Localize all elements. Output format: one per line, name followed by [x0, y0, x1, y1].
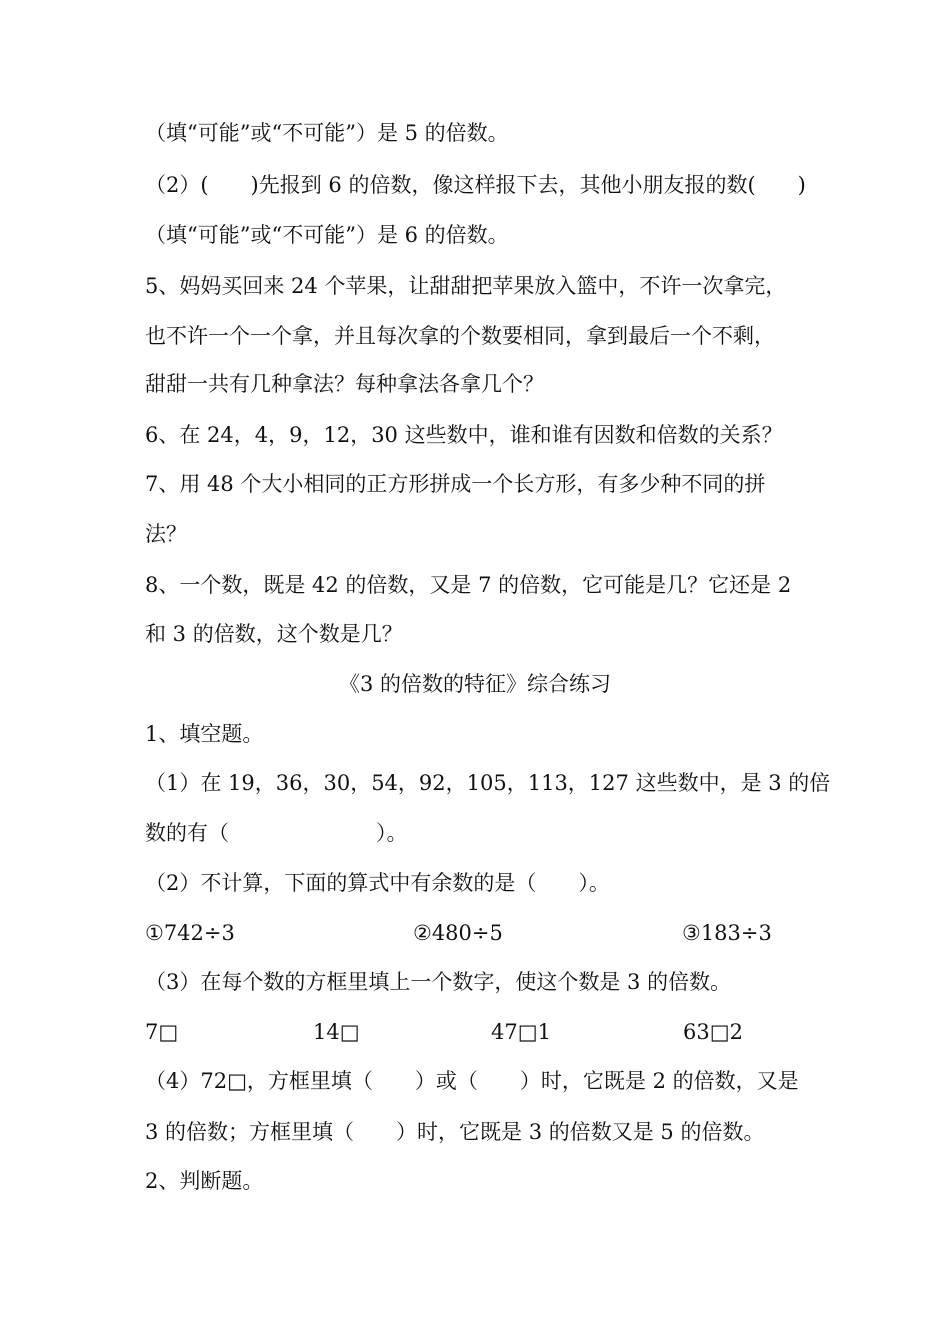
text-line: （4）72□，方框里填（ ）或（ ）时，它既是 2 的倍数，又是 — [145, 1069, 799, 1093]
option-2: ②480÷5 — [413, 921, 503, 945]
boxes-row — [0, 1017, 950, 1047]
text-line: 和 3 的倍数，这个数是几？ — [145, 622, 403, 646]
text-line: 法？ — [145, 522, 187, 546]
box-item: 14□ — [313, 1020, 360, 1044]
box-item: 47□1 — [491, 1020, 551, 1044]
question-8: 8、一个数，既是 42 的倍数，又是 7 的倍数，它可能是几？它还是 2 — [145, 573, 792, 597]
text-line: （2）不计算，下面的算式中有余数的是（ ）。 — [145, 871, 610, 895]
text-line: （3）在每个数的方框里填上一个数字，使这个数是 3 的倍数。 — [145, 970, 732, 994]
options-row — [0, 918, 950, 948]
section-title: 《3 的倍数的特征》综合练习 — [338, 672, 612, 696]
text-line: 3 的倍数；方框里填（ ）时，它既是 3 的倍数又是 5 的倍数。 — [145, 1120, 765, 1144]
box-item: 7□ — [145, 1020, 179, 1044]
text-line: 也不许一个一个拿，并且每次拿的个数要相同，拿到最后一个不剩， — [145, 324, 775, 348]
text-line: （2）( )先报到 6 的倍数，像这样报下去，其他小朋友报的数( ) — [145, 173, 806, 197]
question-7: 7、用 48 个大小相同的正方形拼成一个长方形，有多少种不同的拼 — [145, 472, 766, 496]
text-line: 数的有（ ）。 — [145, 821, 408, 845]
text-line: 甜甜一共有几种拿法？每种拿法各拿几个？ — [145, 372, 544, 396]
box-item: 63□2 — [683, 1020, 743, 1044]
question-5: 5、妈妈买回来 24 个苹果，让甜甜把苹果放入篮中，不许一次拿完， — [145, 274, 787, 298]
option-3: ③183÷3 — [682, 921, 772, 945]
fill-in-heading: 1、填空题。 — [145, 722, 264, 746]
text-line: （1）在 19，36，30，54，92，105，113，127 这些数中，是 3 的倍 — [145, 771, 831, 795]
text-line: （填“可能”或“不可能”）是 5 的倍数。 — [145, 121, 509, 145]
question-6: 6、在 24，4，9，12，30 这些数中，谁和谁有因数和倍数的关系？ — [145, 423, 783, 447]
judgment-heading: 2、判断题。 — [145, 1169, 264, 1193]
text-line: （填“可能”或“不可能”）是 6 的倍数。 — [145, 223, 509, 247]
option-1: ①742÷3 — [145, 921, 235, 945]
